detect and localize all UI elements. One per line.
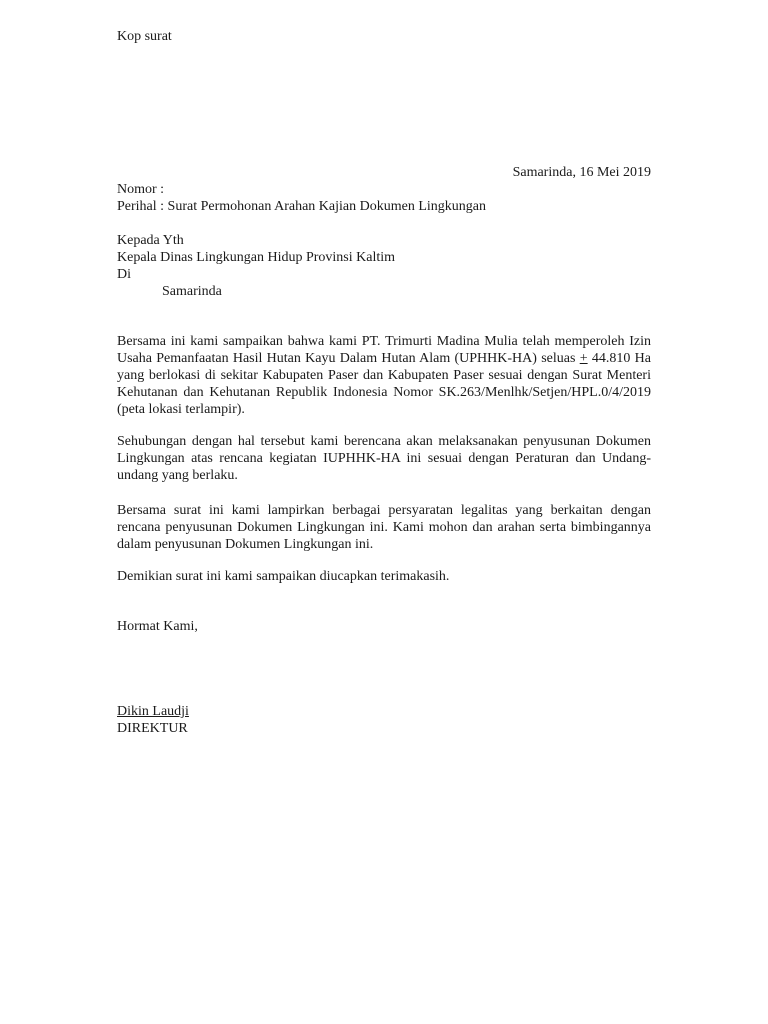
body-paragraph-1-part-b: 44.810 Ha yang berlokasi di sekitar Kabupaten Paser dan Kabupaten Paser sesuai dengan Surat Menteri Kehutanan dan Kehutanan Republik Indonesia Nomor SK.263/Menlhk/Setjen/HPL.0/4/2019 (peta lokasi terlampir). [117,351,651,417]
plus-minus-sign: + [579,351,588,366]
body-paragraph-2: Sehubungan dengan hal tersebut kami berencana akan melaksanakan penyusunan Dokumen Lingkungan atas rencana kegiatan IUPHHK-HA ini sesuai dengan Peraturan dan Undang-undang yang berlaku. [117,434,651,483]
signer-name: Dikin Laudji [117,704,189,719]
letter-date: Samarinda, 16 Mei 2019 [512,165,651,180]
body-paragraph-3: Bersama surat ini kami lampirkan berbagai persyaratan legalitas yang berkaitan dengan rencana penyusunan Dokumen Lingkungan ini. Kami mohon dan arahan serta bimbingannya dalam penyusunan Dokumen Lingkungan ini. [117,503,651,552]
recipient-city: Samarinda [162,284,222,299]
body-paragraph-1 [117,333,651,418]
recipient-location-label: Di [117,267,131,282]
signer-title: DIREKTUR [117,721,188,736]
closing-paragraph: Demikian surat ini kami sampaikan diucapkan terimakasih. [117,569,450,584]
recipient-salutation: Kepada Yth [117,233,184,248]
letter-subject: Perihal : Surat Permohonan Arahan Kajian Dokumen Lingkungan [117,199,486,214]
closing-salutation: Hormat Kami, [117,619,198,634]
body-paragraph-1-part-a: Bersama ini kami sampaikan bahwa kami PT. Trimurti Madina Mulia telah memperoleh Izin Usaha Pemanfaatan Hasil Hutan Kayu Dalam Hutan Alam (UPHHK-HA) seluas [117,334,651,366]
letter-number: Nomor : [117,182,165,197]
recipient-name: Kepala Dinas Lingkungan Hidup Provinsi Kaltim [117,250,396,265]
letterhead-placeholder: Kop surat [117,29,172,44]
